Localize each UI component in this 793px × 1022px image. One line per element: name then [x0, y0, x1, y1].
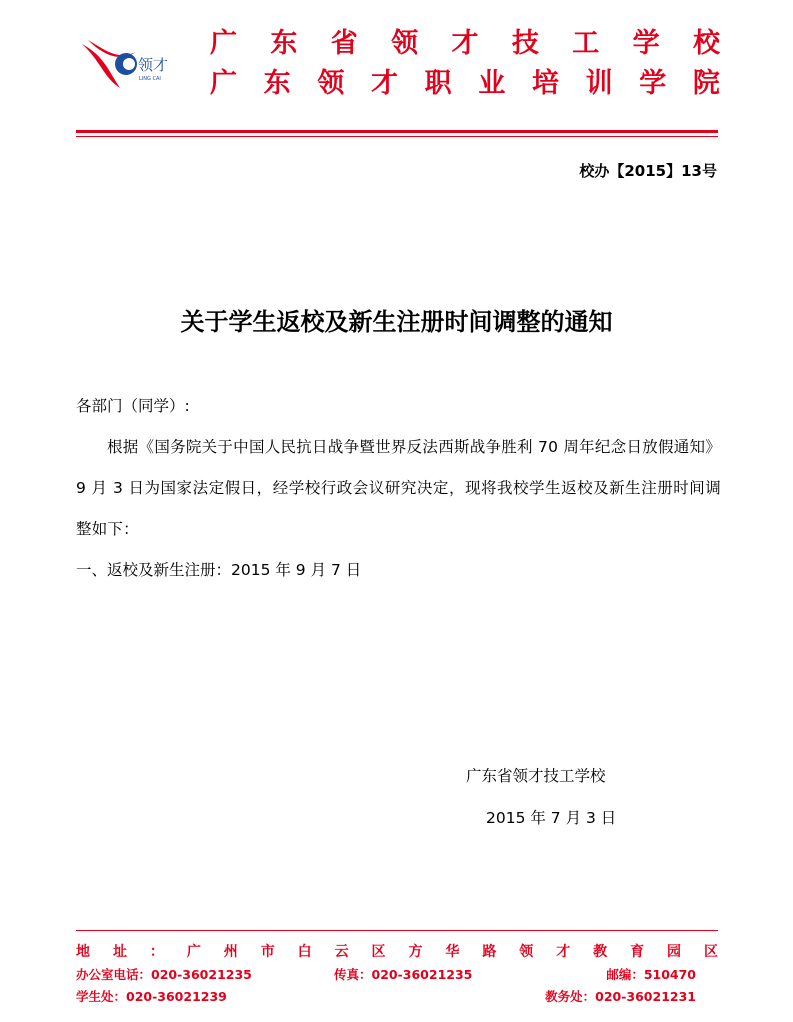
school-name-char: 技 [511, 28, 539, 59]
address-char: 市 [260, 944, 275, 960]
school-logo [78, 30, 190, 98]
address-char: 地 [76, 944, 90, 960]
institute-name-char: 院 [692, 68, 720, 99]
address-line [76, 942, 718, 964]
document-body [76, 386, 721, 591]
contact-row-1 [76, 964, 718, 986]
school-name-char: 学 [632, 28, 660, 59]
office-phone: 办公室电话：020-36021235 [76, 967, 252, 982]
school-name-line1 [210, 28, 720, 68]
institute-name-char: 职 [424, 68, 452, 99]
institute-name-char: 训 [585, 68, 613, 99]
header-divider-thin [76, 136, 718, 137]
address-char: 云 [334, 944, 349, 960]
institute-name-char: 领 [317, 68, 345, 99]
logo-subtext: LING CAI [139, 76, 161, 82]
footer-contacts [76, 942, 718, 1008]
address-char: 区 [703, 944, 718, 960]
school-name-char: 才 [451, 28, 479, 59]
footer-divider [76, 930, 718, 931]
institute-name-char: 业 [478, 68, 506, 99]
address-char: 教 [593, 944, 608, 960]
address-char: 址 [112, 944, 127, 960]
school-name-char: 东 [270, 28, 298, 59]
address-char: 路 [482, 944, 497, 960]
signature-date: 2015 年 7 月 3 日 [486, 809, 617, 827]
logo-emblem-icon [78, 30, 190, 98]
institute-name-char: 才 [370, 68, 398, 99]
document-number: 校办【2015】13号 [579, 162, 717, 180]
school-name-char: 领 [391, 28, 419, 59]
letterhead-titles [210, 28, 720, 108]
address-char: 华 [445, 944, 460, 960]
institute-name-char: 东 [263, 68, 291, 99]
address-char: 育 [630, 944, 645, 960]
address-char: 才 [556, 944, 571, 960]
list-item-1: 一、返校及新生注册：2015 年 9 月 7 日 [76, 561, 362, 579]
student-office-phone: 学生处：020-36021239 [76, 989, 227, 1004]
address-char: 区 [371, 944, 386, 960]
school-name-char: 省 [330, 28, 358, 59]
signature-organization: 广东省领才技工学校 [466, 767, 606, 785]
address-char: 园 [667, 944, 681, 960]
academic-office-phone: 教务处：020-36021231 [545, 989, 696, 1004]
institute-name-char: 学 [639, 68, 667, 99]
address-char: 广 [186, 944, 201, 960]
address-char: 领 [519, 944, 534, 960]
fax-number: 传真：020-36021235 [334, 967, 473, 982]
salutation: 各部门（同学）: [76, 397, 190, 415]
document-title: 关于学生返校及新生注册时间调整的通知 [180, 308, 613, 336]
logo-text: 领才 [138, 56, 169, 74]
address-char: 州 [223, 944, 238, 960]
header-divider-thick [76, 130, 718, 133]
institute-name-char: 培 [531, 68, 559, 99]
school-name-char: 广 [210, 28, 237, 59]
postcode: 邮编：510470 [606, 967, 696, 982]
address-char: ： [149, 944, 164, 960]
school-name-char: 工 [572, 28, 600, 59]
address-char: 白 [297, 944, 312, 960]
institute-name-char: 广 [210, 68, 237, 99]
address-char: 方 [408, 944, 423, 960]
contact-row-2 [76, 986, 718, 1008]
school-name-char: 校 [693, 28, 720, 59]
main-paragraph: 根据《国务院关于中国人民抗日战争暨世界反法西斯战争胜利 70 周年纪念日放假通知》9 月 3 日为国家法定假日，经学校行政会议研究决定，现将我校学生返校及新生注册时间调整如下： [76, 438, 721, 538]
school-name-line2 [210, 68, 720, 108]
